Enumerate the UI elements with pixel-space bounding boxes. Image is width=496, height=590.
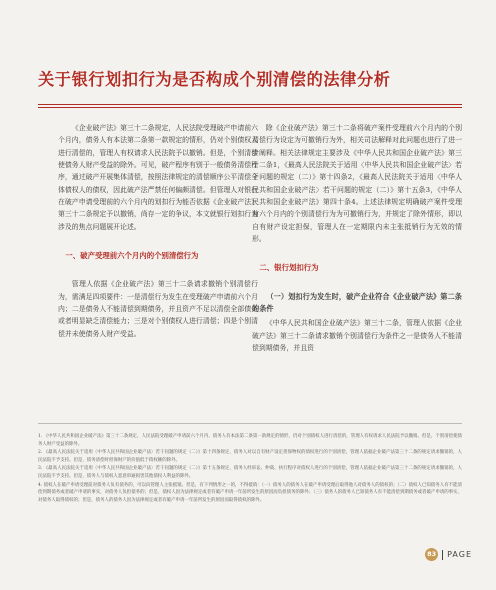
body-paragraph: 《中华人民共和国企业破产法》第三十二条，管理人依据《企业破产法》第三十二条请求撤销个别清偿行为条件之一是债务人不能清偿到期债务，并且资 (252, 319, 462, 353)
footnote-2: 2. 《最高人民法院关于适用〈中华人民共和国企业破产法〉若干问题的规定（二）》第十四条规定，债务人对以自有财产设定担保物权的债权进行的个别清偿，管理人依据企业破产法第三十二条的规定请求撤销的，人民法院不予支持。但是，债务清偿时担保财产的价值低于债权额的除外。 (38, 450, 462, 463)
folio-divider (442, 550, 443, 560)
footnote-divider (38, 423, 462, 424)
right-column (252, 122, 462, 355)
body-paragraph: 除《企业破产法》第三十二条将破产案件受理前六个月内的个别清偿行为设定为可撤销行为外，相关司法解释对此问题也进行了进一步阐释。相关法律规定主要涉及《中华人民共和国企业破产法》第三十二条1，《最高人民法院关于适用〈中华人民共和国企业破产法〉若干问题的规定（二）》第十四条2，《最高人民法院关于适用〈中华人民共和国企业破产法〉若干问题的规定（二）》第十五条3，《中华人民共和国企业破产法》第四十条4。上述法律规定明确破产案件受理前六个月内的个别清偿行为为可撤销行为，并规定了除外情形，即以自有财产设定担保，管理人在一定期限内未主张抵销行为无效的情形。 (252, 124, 462, 244)
title-rule-thin (38, 107, 462, 108)
page-label: PAGE (447, 550, 472, 559)
footnote-4: 4. 债权人在破产申请受理前对债务人负有债务的，可以向管理人主张抵销。但是，有下列情形之一的，不得抵销：（一）债务人的债务人在破产申请受理后取得他人对债务人的债权的；（二）债权人已知债务人有不能清偿到期债务或者破产申请的事实，对债务人负担债务的；但是，债权人因为法律规定或者有破产申请一年前所发生的原因而负担债务的除外；（三）债务人的债务人已知债务人有不能清偿到期债务或者破产申请的事实，对债务人取得债权的；但是，债务人的债务人因为法律规定或者有破产申请一年前所发生的原因而取得债权的除外。 (38, 482, 462, 503)
subsection-heading-1: （一）划扣行为发生时，破产企业符合《企业破产法》第二条的条件 (252, 291, 462, 314)
body-paragraph: 管理人依据《企业破产法》第三十二条请求撤销个别清偿行为，需满足四项要件：一是清偿行为发生在受理破产申请前六个月内；二是债务人不能清偿到期债务，并且资产不足以清偿全部债务或者明显缺乏清偿能力；三是对个别债权人进行清偿；四是个别清偿并未使债务人财产受益。 (58, 280, 258, 338)
section-heading-1: 一、破产受理前六个月内的个别清偿行为 (65, 251, 199, 261)
page-number: 83 (425, 548, 438, 561)
page-folio (425, 548, 472, 561)
title-rule-thick (38, 104, 462, 105)
footnotes (38, 433, 462, 505)
body-paragraph: 《企业破产法》第三十二条规定，人民法院受理破产申请前六个月内，债务人有本法第二条第一款规定的情形，仍对个别债权人进行清偿的，管理人有权请求人民法院予以撤销。但是，个别清偿使债务人财产受益的除外。可见，破产程序有别于一般债务清偿程序，通过破产开展集体清偿，按照法律规定的清偿顺序公平清偿全体债权人的债权，因此破产法严禁任何偏颇清偿。但管理人对银行在破产申请受理前的六个月内的划扣行为能否依据《企业破产法》第三十二条规定予以撤销，尚存一定的争议，本文就银行划扣行为涉及的焦点问题展开论述。 (58, 124, 258, 231)
footnote-3: 3. 《最高人民法院关于适用〈中华人民共和国企业破产法〉若干问题的规定（二）》第十五条规定，债务人经诉讼、仲裁、执行程序对债权人进行的个别清偿，管理人依据企业破产法第三十二条的规定请求撤销的，人民法院不予支持。但是，债务人与债权人恶意串通损害其他债权人利益的除外。 (38, 466, 462, 479)
left-column (58, 122, 258, 340)
article-title: 关于银行划扣行为是否构成个别清偿的法律分析 (38, 70, 391, 89)
footnote-1: 1. 《中华人民共和国企业破产法》第三十二条规定，人民法院受理破产申请前六个月内，债务人有本法第二条第一款规定的情形，仍对个别债权人进行清偿的，管理人有权请求人民法院予以撤销。但是，个别清偿使债务人财产受益的除外。 (38, 434, 462, 447)
section-heading-2: 二、银行划扣行为 (259, 263, 319, 273)
